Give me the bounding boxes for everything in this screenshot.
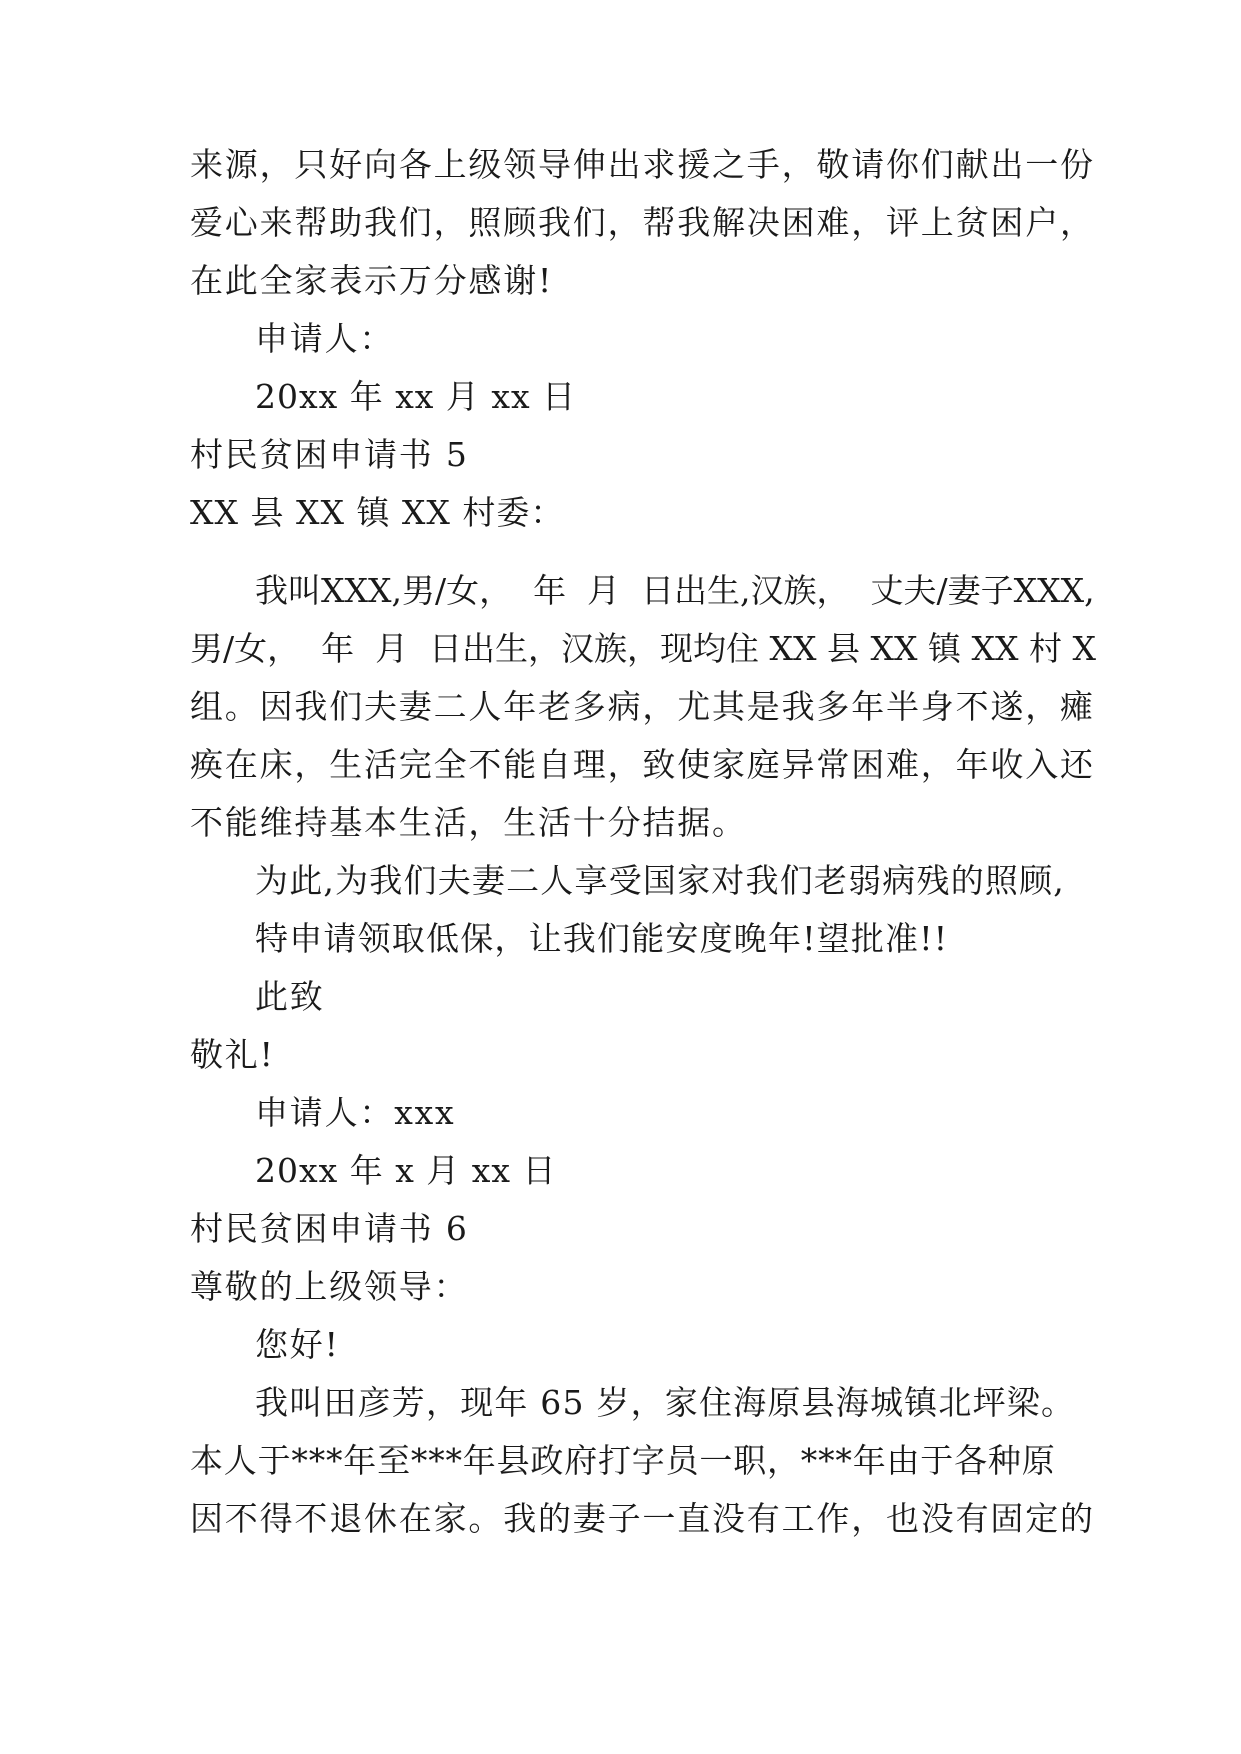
text-line: 在此全家表示万分感谢! (190, 261, 554, 300)
text-line: 痪在床，生活完全不能自理，致使家庭异常困难，年收入还 (190, 745, 1095, 784)
signature-label: 申请人： (255, 319, 395, 358)
salutation: XX 县 XX 镇 XX 村委： (190, 493, 565, 532)
text-line: 因不得不退休在家。我的妻子一直没有工作，也没有固定的 (190, 1499, 1095, 1538)
greeting: 您好! (255, 1325, 340, 1364)
date-line: 20xx 年 x 月 xx 日 (255, 1151, 557, 1190)
text-line: 我叫XXX,男/女， 年 月 日出生,汉族， 丈夫/妻子XXX, (255, 571, 1095, 610)
text-line: 本人于***年至***年县政府打字员一职，***年由于各种原 (190, 1441, 1056, 1480)
closing-line: 敬礼! (190, 1035, 275, 1074)
closing-line: 此致 (255, 977, 325, 1016)
text-line: 组。因我们夫妻二人年老多病，尤其是我多年半身不遂，瘫 (190, 687, 1095, 726)
text-line: 为此,为我们夫妻二人享受国家对我们老弱病残的照顾, (255, 861, 1065, 900)
text-line: 来源，只好向各上级领导伸出求援之手，敬请你们献出一份 (190, 145, 1095, 184)
section-title: 村民贫困申请书 6 (190, 1209, 469, 1248)
text-line: 我叫田彦芳，现年 65 岁，家住海原县海城镇北坪梁。 (255, 1383, 1076, 1422)
text-line: 特申请领取低保，让我们能安度晚年!望批准!! (255, 919, 949, 958)
text-line: 男/女， 年 月 日出生，汉族，现均住 XX 县 XX 镇 XX 村 X (190, 629, 1096, 668)
signature-label: 申请人：xxx (255, 1093, 456, 1132)
text-line: 不能维持基本生活，生活十分拮据。 (190, 803, 747, 842)
date-line: 20xx 年 xx 月 xx 日 (255, 377, 577, 416)
section-title: 村民贫困申请书 5 (190, 435, 469, 474)
text-line: 爱心来帮助我们，照顾我们，帮我解决困难，评上贫困户， (190, 203, 1095, 242)
salutation: 尊敬的上级领导： (190, 1267, 469, 1306)
